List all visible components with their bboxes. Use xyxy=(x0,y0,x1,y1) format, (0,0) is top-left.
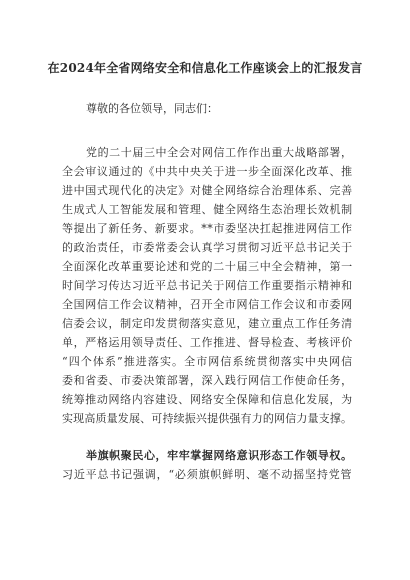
paragraph-line: 生成式人工智能发展和管理、健全网络生态治理长效机制 xyxy=(62,203,353,216)
paragraph-line: 全会审议通过的《中共中央关于进一步全面深化改革、推 xyxy=(62,165,353,178)
paragraph-line: 全国网信工作会议精神，召开全市网信工作会议和市委网 xyxy=(62,298,353,311)
paragraph-line: 统筹推动网络内容建设、网络安全保障和信息化发展，为 xyxy=(62,393,353,406)
paragraph-line: 的政治责任，市委常委会认真学习贯彻习近平总书记关于 xyxy=(62,241,353,254)
document-title: 在2024年全省网络安全和信息化工作座谈会上的汇报发言 xyxy=(47,61,363,75)
salutation: 尊敬的各位领导，同志们： xyxy=(86,102,218,115)
paragraph-line: 全面深化改革重要论述和党的二十届三中全会精神，第一 xyxy=(62,260,353,273)
paragraph-line: “四个体系”推进落实。全市网信系统贯彻落实中央网信 xyxy=(62,355,354,368)
paragraph-line: 信委会议，制定印发贯彻落实意见，建立重点工作任务清 xyxy=(62,317,353,330)
paragraph-line: 进中国式现代化的决定》对健全网络综合治理体系、完善 xyxy=(62,184,353,197)
section-text: 习近平总书记强调，“必须旗帜鲜明、毫不动摇坚持党管 xyxy=(62,468,353,481)
paragraph-line: 等提出了新任务、新要求。**市委坚决扛起推进网信工作 xyxy=(62,222,353,235)
paragraph-line: 党的二十届三中全会对网信工作作出重大战略部署， xyxy=(86,146,353,159)
paragraph-line: 实现高质量发展、可持续振兴提供强有力的网信力量支撑。 xyxy=(62,412,353,425)
paragraph-line: 单，严格运用领导责任、工作推进、督导检查、考核评价 xyxy=(62,336,353,349)
section-heading: 举旗帜聚民心，牢牢掌握网络意识形态工作领导权。 xyxy=(86,449,353,462)
paragraph-line: 时间学习传达习近平总书记关于网信工作重要指示精神和 xyxy=(62,279,353,292)
paragraph-line: 委和省委、市委决策部署，深入践行网信工作使命任务， xyxy=(62,374,353,387)
